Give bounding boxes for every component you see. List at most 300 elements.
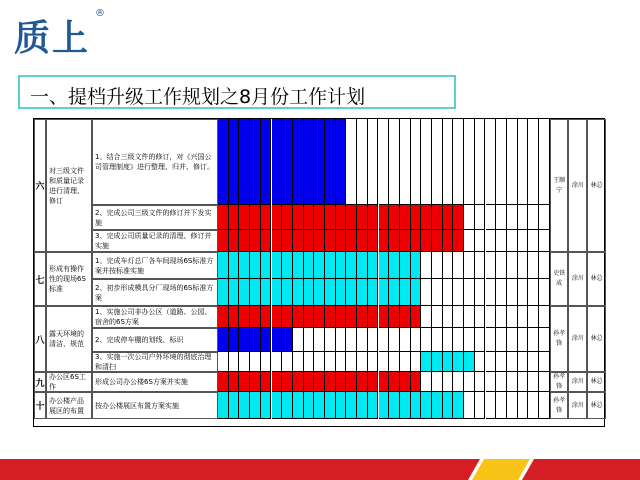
gantt-cell	[496, 279, 507, 306]
gantt-cell	[528, 230, 539, 252]
gantt-cell	[453, 372, 464, 392]
gantt-cell	[357, 252, 368, 279]
gantt-cell	[400, 279, 411, 306]
gantt-cell	[464, 352, 475, 372]
company-logo: 质上	[14, 17, 91, 59]
gantt-cell	[464, 252, 475, 279]
gantt-cell	[250, 119, 261, 205]
gantt-cell	[357, 306, 368, 328]
gantt-cell	[539, 392, 550, 419]
gantt-cell	[389, 392, 400, 419]
gantt-cell	[453, 252, 464, 279]
gantt-cell	[325, 328, 336, 352]
gantt-cell	[293, 392, 304, 419]
gantt-cell	[368, 205, 379, 230]
gantt-cell	[421, 392, 432, 419]
gantt-cell	[518, 205, 529, 230]
gantt-cell	[250, 306, 261, 328]
gantt-cell	[400, 392, 411, 419]
gantt-cell	[486, 205, 497, 230]
gantt-cell	[389, 279, 400, 306]
gantt-cell	[443, 230, 454, 252]
gantt-cell	[432, 392, 443, 419]
gantt-cell	[539, 279, 550, 306]
gantt-cell	[496, 328, 507, 352]
gantt-cell	[357, 328, 368, 352]
owner-name: 史铁成	[550, 252, 569, 306]
owner-name: 林总	[587, 392, 606, 419]
gantt-cell	[432, 372, 443, 392]
gantt-cell	[346, 252, 357, 279]
gantt-cell	[250, 279, 261, 306]
gantt-cell	[411, 372, 422, 392]
gantt-cell	[314, 372, 325, 392]
gantt-cell	[453, 352, 464, 372]
gantt-cell	[346, 352, 357, 372]
gantt-cell	[539, 230, 550, 252]
gantt-cell	[507, 392, 518, 419]
gantt-cell	[539, 328, 550, 352]
gantt-cell	[272, 352, 283, 372]
owner-name: 林总	[587, 306, 606, 372]
gantt-cell	[496, 205, 507, 230]
gantt-cell	[400, 352, 411, 372]
gantt-cell	[421, 328, 432, 352]
gantt-cell	[518, 372, 529, 392]
gantt-cell	[379, 372, 390, 392]
gantt-cell	[518, 252, 529, 279]
gantt-cell	[443, 252, 454, 279]
gantt-cell	[272, 306, 283, 328]
gantt-cell	[528, 392, 539, 419]
gantt-cell	[432, 230, 443, 252]
gantt-cell	[357, 352, 368, 372]
gantt-cell	[528, 119, 539, 205]
gantt-cell	[239, 119, 250, 205]
gantt-cell	[239, 205, 250, 230]
gantt-cell	[464, 328, 475, 352]
gantt-cell	[400, 205, 411, 230]
gantt-cell	[453, 279, 464, 306]
gantt-cell	[357, 279, 368, 306]
gantt-cell	[304, 328, 315, 352]
gantt-cell	[518, 328, 529, 352]
gantt-cell	[475, 205, 486, 230]
gantt-cell	[453, 119, 464, 205]
row-topic: 办公区6S工作	[46, 372, 92, 392]
gantt-cell	[239, 392, 250, 419]
gantt-cell	[389, 230, 400, 252]
gantt-cell	[304, 372, 315, 392]
gantt-cell	[518, 306, 529, 328]
gantt-cell	[229, 205, 240, 230]
gantt-cell	[496, 372, 507, 392]
gantt-cell	[453, 392, 464, 419]
gantt-cell	[464, 205, 475, 230]
gantt-cell	[293, 252, 304, 279]
gantt-cell	[496, 252, 507, 279]
owner-name: 孙孝锋	[550, 372, 569, 392]
gantt-cell	[486, 279, 497, 306]
owner-name: 林总	[587, 252, 606, 306]
gantt-cell	[453, 205, 464, 230]
gantt-cell	[282, 392, 293, 419]
gantt-cell	[379, 119, 390, 205]
gantt-cell	[325, 372, 336, 392]
gantt-cell	[239, 328, 250, 352]
gantt-cell	[486, 392, 497, 419]
gantt-cell	[357, 230, 368, 252]
gantt-cell	[304, 119, 315, 205]
gantt-cell	[261, 279, 272, 306]
gantt-cell	[368, 372, 379, 392]
gantt-cell	[453, 306, 464, 328]
gantt-cell	[475, 230, 486, 252]
gantt-cell	[218, 119, 229, 205]
gantt-cell	[389, 205, 400, 230]
gantt-cell	[464, 230, 475, 252]
gantt-cell	[379, 328, 390, 352]
gantt-cell	[314, 279, 325, 306]
gantt-cell	[443, 392, 454, 419]
gantt-cell	[239, 230, 250, 252]
gantt-cell	[325, 230, 336, 252]
gantt-cell	[250, 372, 261, 392]
gantt-cell	[453, 230, 464, 252]
gantt-cell	[293, 119, 304, 205]
gantt-cell	[475, 279, 486, 306]
gantt-cell	[239, 306, 250, 328]
gantt-cell	[379, 306, 390, 328]
stripe-red-right	[522, 459, 640, 480]
gantt-cell	[346, 119, 357, 205]
gantt-cell	[379, 352, 390, 372]
owner-name: 林总	[587, 119, 606, 252]
gantt-cell	[475, 119, 486, 205]
gantt-cell	[272, 279, 283, 306]
task-description: 3、实施一次公司户外环境的彻底治理和清扫	[92, 352, 218, 372]
gantt-cell	[539, 306, 550, 328]
gantt-cell	[432, 306, 443, 328]
task-description: 1、实施公司非办公区（道路、公园、宿舍的6S方案	[92, 306, 218, 328]
gantt-cell	[357, 205, 368, 230]
row-number: 七	[34, 252, 46, 306]
gantt-cell	[229, 328, 240, 352]
owner-name: 孙孝锋	[550, 392, 569, 419]
gantt-cell	[218, 205, 229, 230]
gantt-cell	[293, 328, 304, 352]
gantt-cell	[400, 119, 411, 205]
row-number: 八	[34, 306, 46, 372]
gantt-cell	[250, 392, 261, 419]
gantt-cell	[229, 372, 240, 392]
gantt-cell	[528, 252, 539, 279]
gantt-cell	[282, 119, 293, 205]
gantt-cell	[336, 252, 347, 279]
gantt-cell	[336, 352, 347, 372]
gantt-cell	[239, 279, 250, 306]
gantt-cell	[443, 205, 454, 230]
gantt-cell	[250, 230, 261, 252]
gantt-cell	[261, 306, 272, 328]
gantt-cell	[379, 230, 390, 252]
gantt-cell	[304, 279, 315, 306]
gantt-cell	[368, 279, 379, 306]
gantt-cell	[400, 306, 411, 328]
gantt-cell	[496, 352, 507, 372]
gantt-cell	[261, 372, 272, 392]
gantt-cell	[304, 252, 315, 279]
gantt-cell	[261, 328, 272, 352]
row-number: 六	[34, 119, 46, 252]
gantt-cell	[518, 230, 529, 252]
gantt-cell	[379, 279, 390, 306]
gantt-cell	[400, 328, 411, 352]
gantt-cell	[443, 119, 454, 205]
gantt-cell	[518, 119, 529, 205]
gantt-cell	[282, 279, 293, 306]
gantt-cell	[464, 279, 475, 306]
gantt-cell	[528, 205, 539, 230]
gantt-cell	[357, 372, 368, 392]
gantt-cell	[218, 306, 229, 328]
slide-title-box	[18, 75, 456, 109]
gantt-cell	[229, 352, 240, 372]
row-topic: 形成有操作性的现场6S标准	[46, 252, 92, 306]
gantt-cell	[496, 119, 507, 205]
gantt-cell	[539, 352, 550, 372]
gantt-cell	[368, 119, 379, 205]
gantt-cell	[539, 252, 550, 279]
owner-name: 孙孝锋	[550, 306, 569, 372]
gantt-cell	[272, 230, 283, 252]
gantt-cell	[528, 306, 539, 328]
gantt-cell	[507, 372, 518, 392]
gantt-cell	[464, 372, 475, 392]
gantt-cell	[261, 252, 272, 279]
gantt-cell	[368, 392, 379, 419]
gantt-cell	[314, 328, 325, 352]
gantt-cell	[346, 328, 357, 352]
gantt-cell	[453, 328, 464, 352]
gantt-cell	[421, 230, 432, 252]
gantt-cell	[411, 352, 422, 372]
task-description: 按办公楼展区布置方案实施	[92, 392, 218, 419]
gantt-cell	[411, 230, 422, 252]
gantt-cell	[293, 230, 304, 252]
gantt-cell	[325, 119, 336, 205]
gantt-cell	[304, 306, 315, 328]
gantt-cell	[368, 306, 379, 328]
gantt-cell	[475, 372, 486, 392]
gantt-cell	[272, 328, 283, 352]
gantt-cell	[400, 252, 411, 279]
task-description: 1、结合三级文件的修订，对《兴国公司管理制度》进行整理、归并、修订。	[92, 119, 218, 205]
gantt-cell	[379, 252, 390, 279]
gantt-cell	[507, 279, 518, 306]
gantt-cell	[518, 392, 529, 419]
gantt-cell	[464, 119, 475, 205]
gantt-cell	[336, 392, 347, 419]
gantt-cell	[432, 352, 443, 372]
gantt-cell	[293, 352, 304, 372]
gantt-cell	[496, 230, 507, 252]
owner-name: 涂川	[568, 306, 587, 372]
gantt-cell	[443, 328, 454, 352]
gantt-cell	[293, 279, 304, 306]
gantt-cell	[325, 392, 336, 419]
gantt-cell	[314, 306, 325, 328]
gantt-cell	[304, 205, 315, 230]
gantt-cell	[528, 279, 539, 306]
gantt-cell	[304, 352, 315, 372]
gantt-cell	[346, 279, 357, 306]
gantt-cell	[528, 328, 539, 352]
row-number: 九	[34, 372, 46, 392]
gantt-cell	[218, 230, 229, 252]
gantt-cell	[272, 205, 283, 230]
gantt-cell	[389, 352, 400, 372]
task-description: 2、完成停车棚的划线、标识	[92, 328, 218, 352]
gantt-cell	[528, 372, 539, 392]
owner-name: 王顺宁	[550, 119, 569, 252]
gantt-cell	[389, 372, 400, 392]
owner-name: 涂川	[568, 119, 587, 252]
gantt-cell	[400, 372, 411, 392]
gantt-cell	[336, 372, 347, 392]
gantt-cell	[250, 205, 261, 230]
gantt-cell	[261, 205, 272, 230]
gantt-cell	[314, 352, 325, 372]
gantt-cell	[432, 205, 443, 230]
gantt-cell	[507, 328, 518, 352]
task-description: 1、完成车灯总厂各车间现场6S标准方案并按标准实施	[92, 252, 218, 279]
gantt-cell	[304, 392, 315, 419]
gantt-cell	[496, 392, 507, 419]
gantt-cell	[261, 119, 272, 205]
gantt-cell	[229, 279, 240, 306]
task-description: 2、初步形成模具分厂现场的6S标准方案	[92, 279, 218, 306]
gantt-cell	[539, 205, 550, 230]
gantt-cell	[282, 352, 293, 372]
gantt-cell	[379, 392, 390, 419]
gantt-cell	[346, 392, 357, 419]
owner-name: 涂川	[568, 252, 587, 306]
gantt-cell	[486, 352, 497, 372]
gantt-cell	[411, 328, 422, 352]
gantt-cell	[218, 392, 229, 419]
gantt-cell	[218, 328, 229, 352]
gantt-cell	[464, 392, 475, 419]
gantt-cell	[421, 306, 432, 328]
gantt-cell	[261, 352, 272, 372]
gantt-cell	[282, 205, 293, 230]
task-description: 3、完成公司质量记录的清理、修订并实施	[92, 230, 218, 252]
gantt-cell	[486, 252, 497, 279]
gantt-cell	[314, 119, 325, 205]
row-topic: 对三级文件和质量记录进行清理、修订	[46, 119, 92, 252]
gantt-cell	[432, 328, 443, 352]
gantt-cell	[507, 205, 518, 230]
gantt-cell	[411, 279, 422, 306]
gantt-cell	[475, 252, 486, 279]
gantt-cell	[443, 372, 454, 392]
task-description: 形成公司办公楼6S方案并实施	[92, 372, 218, 392]
gantt-cell	[250, 328, 261, 352]
gantt-cell	[293, 205, 304, 230]
gantt-cell	[389, 252, 400, 279]
gantt-cell	[229, 252, 240, 279]
gantt-cell	[411, 392, 422, 419]
gantt-cell	[261, 392, 272, 419]
gantt-cell	[239, 252, 250, 279]
gantt-cell	[218, 352, 229, 372]
gantt-cell	[379, 205, 390, 230]
task-description: 2、完成公司三级文件的修订并下发实施	[92, 205, 218, 230]
gantt-cell	[443, 279, 454, 306]
gantt-cell	[272, 372, 283, 392]
gantt-cell	[421, 119, 432, 205]
gantt-cell	[346, 230, 357, 252]
gantt-cell	[411, 306, 422, 328]
gantt-cell	[411, 205, 422, 230]
gantt-cell	[486, 119, 497, 205]
gantt-cell	[432, 252, 443, 279]
gantt-cell	[486, 230, 497, 252]
gantt-cell	[239, 372, 250, 392]
gantt-cell	[357, 392, 368, 419]
gantt-cell	[325, 306, 336, 328]
work-plan-table	[33, 118, 605, 427]
gantt-cell	[293, 306, 304, 328]
gantt-cell	[507, 119, 518, 205]
stripe-yellow	[472, 459, 530, 480]
gantt-cell	[421, 252, 432, 279]
gantt-cell	[411, 119, 422, 205]
gantt-cell	[518, 352, 529, 372]
gantt-cell	[421, 279, 432, 306]
gantt-cell	[389, 119, 400, 205]
gantt-cell	[229, 306, 240, 328]
gantt-cell	[475, 352, 486, 372]
gantt-cell	[272, 119, 283, 205]
gantt-cell	[368, 252, 379, 279]
gantt-cell	[368, 328, 379, 352]
owner-name: 林总	[587, 372, 606, 392]
gantt-cell	[475, 392, 486, 419]
stripe-red-left	[0, 459, 480, 480]
gantt-cell	[507, 230, 518, 252]
gantt-cell	[486, 372, 497, 392]
gantt-cell	[325, 252, 336, 279]
gantt-cell	[229, 119, 240, 205]
gantt-cell	[218, 252, 229, 279]
row-topic: 露天环境的清洁、规范	[46, 306, 92, 372]
slide-title: 一、提档升级工作规划之8月份工作计划	[30, 86, 366, 108]
gantt-cell	[486, 328, 497, 352]
gantt-cell	[389, 306, 400, 328]
gantt-cell	[282, 372, 293, 392]
gantt-cell	[229, 392, 240, 419]
registered-mark: ®	[95, 8, 105, 19]
gantt-cell	[336, 328, 347, 352]
gantt-cell	[475, 328, 486, 352]
gantt-cell	[282, 252, 293, 279]
gantt-cell	[496, 306, 507, 328]
gantt-cell	[229, 230, 240, 252]
gantt-cell	[486, 306, 497, 328]
gantt-cell	[346, 205, 357, 230]
